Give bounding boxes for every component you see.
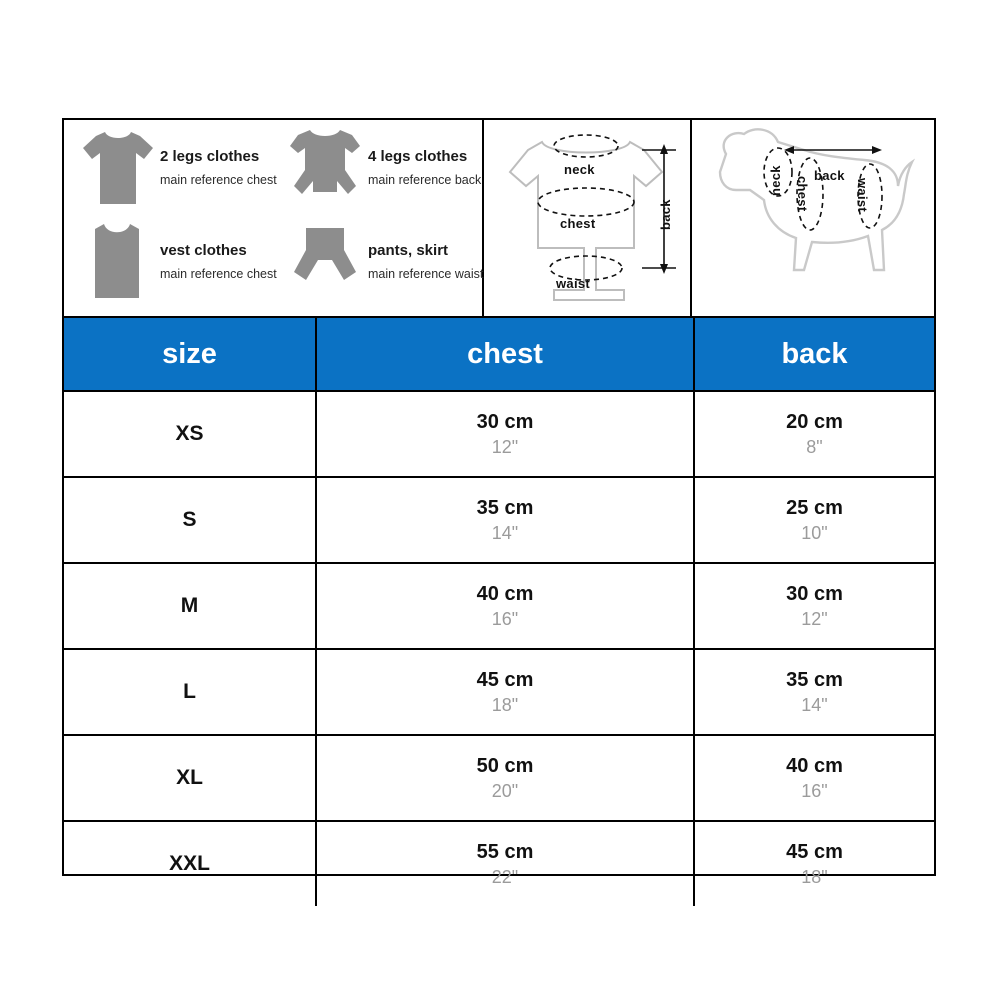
back-cm: 40 cm (786, 755, 843, 777)
back-in: 12" (801, 609, 828, 629)
vest-icon (78, 220, 156, 304)
label-waist: waist (855, 178, 870, 213)
chest-cm: 40 cm (476, 583, 534, 605)
cell-back (694, 821, 934, 906)
dog-measure-icon (692, 120, 934, 312)
chest-in: 20" (491, 781, 519, 801)
legend-strip (64, 120, 934, 316)
back-in: 8" (806, 437, 823, 457)
chest-in: 22" (491, 867, 519, 887)
cell-size: L (64, 649, 316, 735)
legend-subtitle: main reference waist (368, 267, 484, 281)
table-row (64, 649, 934, 735)
legend-title: 4 legs clothes (368, 148, 468, 165)
header-size: size (64, 317, 316, 391)
back-in: 10" (801, 523, 828, 543)
table-header-row (64, 317, 934, 391)
cell-chest (316, 477, 694, 563)
label-waist: waist (556, 276, 591, 291)
legend-subtitle: main reference chest (160, 267, 277, 281)
chest-in: 14" (491, 523, 519, 543)
back-in: 18" (801, 867, 828, 887)
size-chart (62, 118, 936, 887)
legend-item-four-legs (286, 126, 481, 210)
tshirt-icon (78, 126, 156, 210)
dog-measure-diagram (692, 120, 934, 316)
human-measure-diagram (484, 120, 692, 316)
cell-size: S (64, 477, 316, 563)
cell-back (694, 735, 934, 821)
chest-in: 18" (491, 695, 519, 715)
cell-size: M (64, 563, 316, 649)
legend-title: 2 legs clothes (160, 148, 260, 165)
chest-in: 12" (491, 437, 519, 457)
table-row (64, 563, 934, 649)
label-chest: chest (795, 176, 810, 212)
cell-back (694, 391, 934, 477)
label-back: back (814, 168, 845, 183)
cell-size: XXL (64, 821, 316, 906)
label-neck: neck (768, 165, 783, 196)
legend-item-two-legs (78, 126, 277, 210)
cell-chest (316, 821, 694, 906)
label-back: back (658, 199, 673, 230)
legend-subtitle: main reference chest (160, 173, 277, 187)
four-leg-suit-icon (286, 126, 364, 210)
table-row (64, 821, 934, 906)
size-table (64, 316, 934, 906)
table-row (64, 477, 934, 563)
chest-cm: 35 cm (476, 497, 534, 519)
cell-chest (316, 563, 694, 649)
table-row (64, 735, 934, 821)
label-chest: chest (560, 216, 596, 231)
back-in: 16" (801, 781, 828, 801)
cell-size: XS (64, 391, 316, 477)
chest-cm: 30 cm (476, 411, 534, 433)
back-cm: 45 cm (786, 841, 843, 863)
chest-cm: 45 cm (476, 669, 534, 691)
cell-back (694, 563, 934, 649)
legend-item-vest (78, 220, 277, 304)
label-neck: neck (564, 162, 595, 177)
cell-chest (316, 649, 694, 735)
chest-in: 16" (491, 609, 519, 629)
back-cm: 35 cm (786, 669, 843, 691)
cell-chest (316, 735, 694, 821)
back-cm: 30 cm (786, 583, 843, 605)
header-chest: chest (316, 317, 694, 391)
legend-subtitle: main reference back (368, 173, 482, 187)
cell-back (694, 477, 934, 563)
chest-cm: 50 cm (476, 755, 534, 777)
back-cm: 25 cm (786, 497, 843, 519)
table-row (64, 391, 934, 477)
cell-chest (316, 391, 694, 477)
back-in: 14" (801, 695, 828, 715)
legend-garments (64, 120, 484, 316)
chest-cm: 55 cm (476, 841, 534, 863)
cell-back (694, 649, 934, 735)
header-back: back (694, 317, 934, 391)
pants-icon (286, 220, 364, 304)
legend-title: pants, skirt (368, 242, 449, 259)
legend-item-pants (286, 220, 483, 304)
back-cm: 20 cm (786, 411, 843, 433)
cell-size: XL (64, 735, 316, 821)
legend-title: vest clothes (160, 242, 247, 259)
